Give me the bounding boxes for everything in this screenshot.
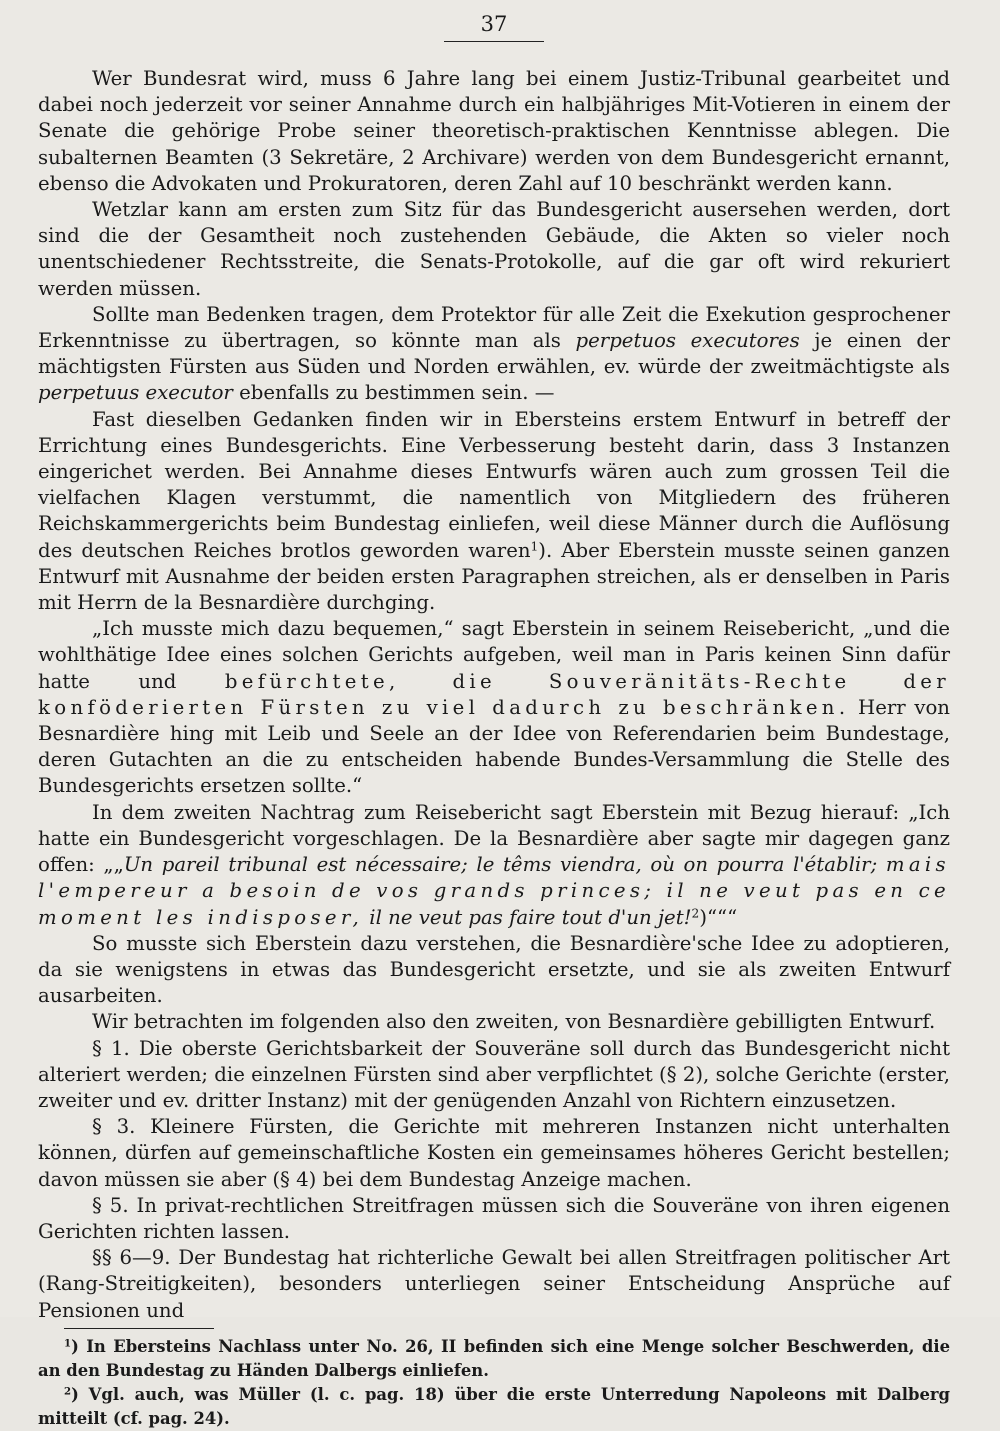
footnote-text: ) Vgl. auch, was Müller (l. c. pag. 18) über die erste Unterredung Napoleons mit Dalberg mitteilt (cf. pag. 24).: [38, 1384, 950, 1428]
page-number-rule: [444, 41, 544, 42]
text-run: Fast dieselben Gedanken finden wir in Ebersteins erstem Entwurf in betreff der Errichtung eines Bundesgerichts. Eine Verbesserung besteht darin, dass 3 Instanzen eingerichet werden. Bei Annahme dieses Entwurfs wären auch zum grossen Teil die vielfachen Klagen verstummt, die namentlich von Mitgliedern des früheren Reichskammergerichts beim Bundestag einliefen, weil diese Männer durch die Auflösung des deutschen Reiches brotlos geworden waren: [38, 407, 950, 562]
text-run: ebenfalls zu bestimmen sein. —: [232, 381, 555, 405]
paragraph: [38, 616, 950, 799]
spaced-italic-text: mais l'empereur a besoin de vos grands princes; il ne veut pas en ce moment les indisposer,: [38, 853, 950, 929]
paragraph: [38, 1114, 950, 1193]
text-run: Sollte man Bedenken tragen, dem Protektor für alle Zeit die Exekution gesprochener Erkenntnisse zu übertragen, so könnte man als: [38, 302, 950, 353]
text-run: Wetzlar kann am ersten zum Sitz für das Bundesgericht ausersehen werden, dort sind die der Gesamtheit noch zustehenden Gebäude, die Akten so vieler noch unentschiedener Rechtsstreite, die Senats-Protokolle, auf die gar oft wird rekuriert werden müssen.: [38, 198, 950, 300]
italic-text: perpetuos executores: [575, 329, 800, 353]
paragraph: [38, 1009, 950, 1035]
body-text: [38, 66, 950, 1324]
spaced-text: befürchtete, die Souveränitäts-Rechte der konföderierten Fürsten zu viel dadurch zu beschränken.: [38, 669, 950, 719]
paragraph: [38, 66, 950, 197]
footnotes: [38, 1335, 950, 1431]
paragraph: [38, 800, 950, 931]
italic-text: il ne veut pas faire tout d'un jet!: [363, 905, 692, 929]
text-run: So musste sich Eberstein dazu verstehen, die Besnardière'sche Idee zu adoptieren, da sie wenigstens in etwas das Bundesgericht ersetzte, und sie als zweiten Entwurf ausarbeiten.: [38, 931, 950, 1008]
text-run: Wer Bundesrat wird, muss 6 Jahre lang bei einem Justiz-Tribunal gearbeitet und dabei noch jederzeit vor seiner Annahme durch ein halbjähriges Mit-Votieren in einem der Senate die gehörige Probe seiner theoretisch-praktischen Kenntnisse ablegen. Die subalternen Beamten (3 Sekretäre, 2 Archivare) werden von dem Bundesgericht ernannt, ebenso die Advokaten und Prokuratoren, deren Zahl auf 10 beschränkt werden kann.: [38, 67, 950, 195]
text-run: § 3. Kleinere Fürsten, die Gerichte mit mehreren Instanzen nicht unterhalten können, dürfen auf gemeinschaftliche Kosten ein gemeinsames höheres Gericht bestellen; davon müssen sie aber (§ 4) bei dem Bundestag Anzeige machen.: [38, 1115, 950, 1191]
footnote-separator: [64, 1328, 214, 1329]
text-run: Wir betrachten im folgenden also den zweiten, von Besnardière gebilligten Entwurf.: [92, 1010, 936, 1034]
footnote-reference: 2: [691, 905, 700, 920]
footnote-reference: 1: [530, 538, 539, 553]
italic-text: perpetuus executor: [38, 381, 233, 405]
footnote: [38, 1335, 950, 1383]
text-run: In dem zweiten Nachtrag zum Reisebericht sagt Eberstein mit Bezug hierauf: „Ich hatte ein Bundesgericht vorgeschlagen. De la Besnardière aber sagte mir dagegen ganz offen: „„: [38, 800, 950, 877]
footnote: [38, 1383, 950, 1431]
text-run: „Ich musste mich dazu bequemen,“ sagt Eberstein in seinem Reisebericht, „und die wohlthätige Idee eines solchen Gerichts aufgeben, weil man in Paris keinen Sinn dafür hatte und: [38, 617, 950, 693]
italic-text: Un pareil tribunal est nécessaire; le têms viendra, où on pourra l'établir;: [123, 853, 886, 877]
text-run: § 5. In privat-rechtlichen Streitfragen müssen sich die Souveräne von ihren eigenen Gerichten richten lassen.: [38, 1193, 950, 1243]
paragraph: [38, 197, 950, 302]
page-number: 37: [480, 12, 508, 36]
text-run: )“““: [699, 905, 738, 929]
text-run: Herr von Besnardière hing mit Leib und Seele an der Idee von Referendarien beim Bundestage, deren Gutachten an die zu entscheiden habende Bundes-Versammlung die Stelle des Bundesgerichts ersetzen sollte.“: [38, 695, 950, 798]
footnote-mark: 2: [64, 1385, 72, 1398]
paragraph: [38, 1193, 950, 1245]
footnote-mark: 1: [64, 1337, 72, 1350]
text-run: je einen der mächtigsten Fürsten aus Süden und Norden erwählen, ev. würde der zweitmächtigste als: [38, 329, 951, 379]
footnote-text: ) In Ebersteins Nachlass unter No. 26, II befinden sich eine Menge solcher Beschwerden, die an den Bundestag zu Händen Dalbergs einliefen.: [38, 1336, 950, 1380]
paragraph: [38, 931, 950, 1010]
text-run: ). Aber Eberstein musste seinen ganzen Entwurf mit Ausnahme der beiden ersten Paragraphen streichen, als er denselben in Paris mit Herrn de la Besnardière durchging.: [38, 538, 950, 615]
paragraph: [38, 1245, 950, 1324]
paragraph: [38, 1036, 950, 1115]
paragraph: [38, 407, 950, 617]
paragraph: [38, 302, 950, 407]
text-run: § 1. Die oberste Gerichtsbarkeit der Souveräne soll durch das Bundesgericht nicht alteriert werden; die einzelnen Fürsten sind aber verpflichtet (§ 2), solche Gerichte (erster, zweiter und ev. dritter Instanz) mit der genügenden Anzahl von Richtern einzusetzen.: [38, 1036, 950, 1112]
text-run: §§ 6—9. Der Bundestag hat richterliche Gewalt bei allen Streitfragen politischer Art (Rang-Streitigkeiten), besonders unterliegen seiner Entscheidung Ansprüche auf Pensionen und: [38, 1246, 950, 1322]
